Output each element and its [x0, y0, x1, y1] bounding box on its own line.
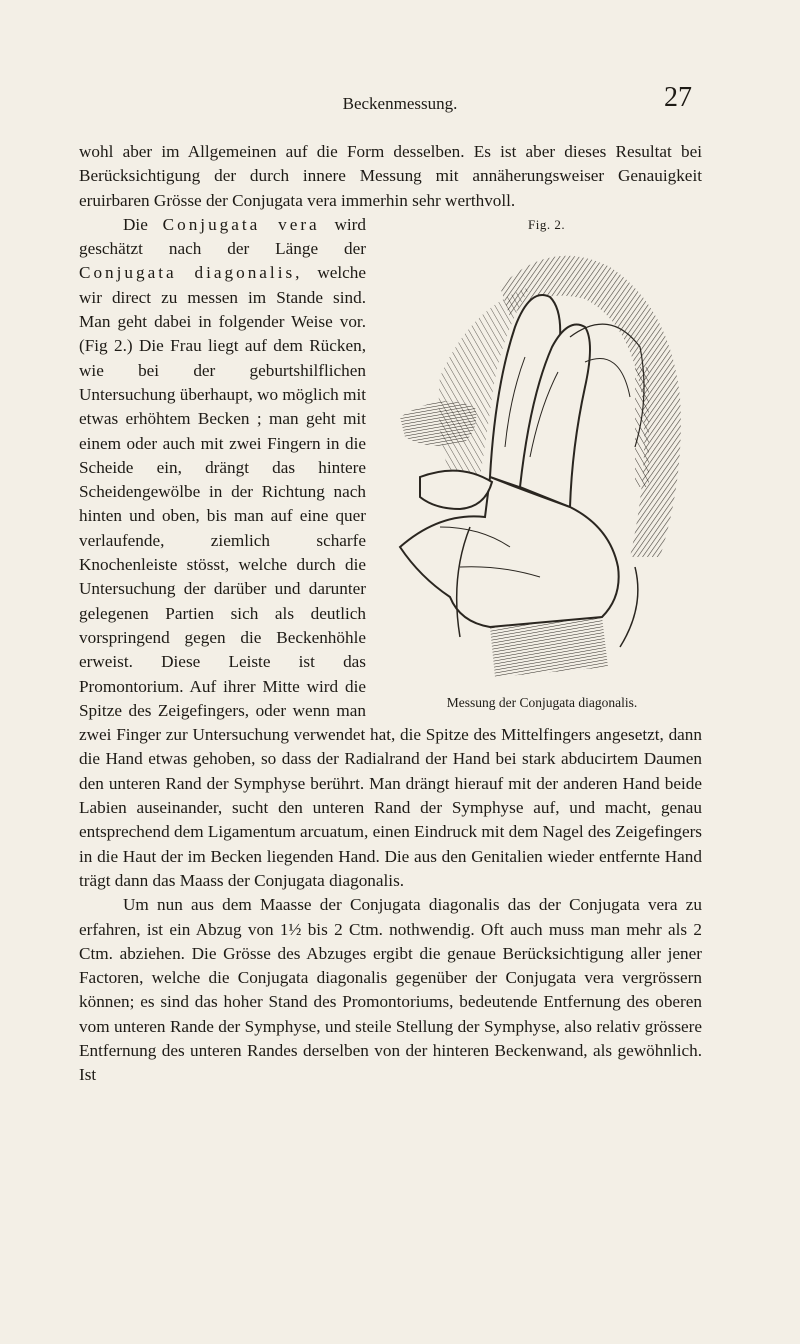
body-text: [79, 140, 702, 1088]
p2-rest: welche wir direct zu messen im Stande sind. Man geht dabei in folgender Weise vor. (Fig 2.) Die Frau liegt auf dem Rücken, wie bei der geburtshilflichen Untersuchung überhaupt, wo möglich mit etwas erhöhtem Becken ; man geht mit einem oder auch mit zwei Fingern in die Scheide ein, drängt das hintere Scheidengewölbe in der Richtung nach hinten und oben, bis man auf eine quer verlaufende, ziemlich scharfe Knochenleiste stösst, welche durch die Untersuchung der darüber und darunter gelegenen Partien sich als deutlich vorspringend gegen die Beckenhöhle erweist. Diese Leiste ist das Promontorium. Auf ihrer Mitte wird die Spitze des Zeigefingers, oder wenn man zwei Finger zur Untersuchung verwendet hat, die Spitze des Mittelfingers angesetzt, dann die Hand etwas gehoben, so dass der Radialrand der Hand bei stark abducirtem Daumen den unteren Rand der Symphyse berührt. Man drängt hierauf mit der anderen Hand beide Labien auseinander, sucht den unteren Rand der Symphyse auf, und macht, genau entsprechend dem Ligamentum arcuatum, einen Eindruck mit dem Nagel des Zeigefingers in die Haut der im Becken liegenden Hand. Die aus den Genitalien wieder entfernte Hand trägt dann das Maass der Conjugata diagonalis.: [79, 263, 702, 890]
figure-2: [378, 213, 706, 715]
p2-lead: Die: [123, 214, 148, 234]
term-conjugata-vera: Conjugata vera: [162, 214, 320, 234]
running-head: Beckenmessung.: [342, 94, 458, 113]
paragraph-3: Um nun aus dem Maasse der Conjugata diagonalis das der Conjugata vera zu erfahren, ist ein Abzug von 1½ bis 2 Ctm. nothwendig. Oft auch muss man mehr als 2 Ctm. abziehen. Die Grösse des Abzuges ergibt die genaue Berücksichtigung aller jener Factoren, welche die Conjugata diagonalis gegenüber der Conjugata vera vergrössern können; es sind das hoher Stand des Promontoriums, bedeutende Entfernung des oberen vom unteren Rande der Symphyse, und steile Stellung der Symphyse, also relativ grössere Entfernung des unteren Randes derselben von der hinteren Beckenwand, als gewöhnlich. Ist: [79, 895, 702, 1085]
p2-mid: wird geschätzt nach der Länge der: [79, 214, 366, 259]
paragraph-1: wohl aber im Allgemeinen auf die Form desselben. Es ist aber dieses Resultat bei Berücksichtigung der durch innere Messung mit annäherungsweiser Genauigkeit eruirbaren Grösse der Conjugata vera immerhin sehr werthvoll.: [79, 142, 702, 210]
figure-label: Fig. 2.: [528, 216, 566, 232]
page-number: 27: [664, 82, 692, 113]
figure-caption: Messung der Conjugata diagonalis.: [446, 694, 638, 710]
term-conjugata-diagonalis: Conjugata diagonalis,: [79, 263, 303, 283]
anatomical-illustration: [380, 227, 704, 689]
